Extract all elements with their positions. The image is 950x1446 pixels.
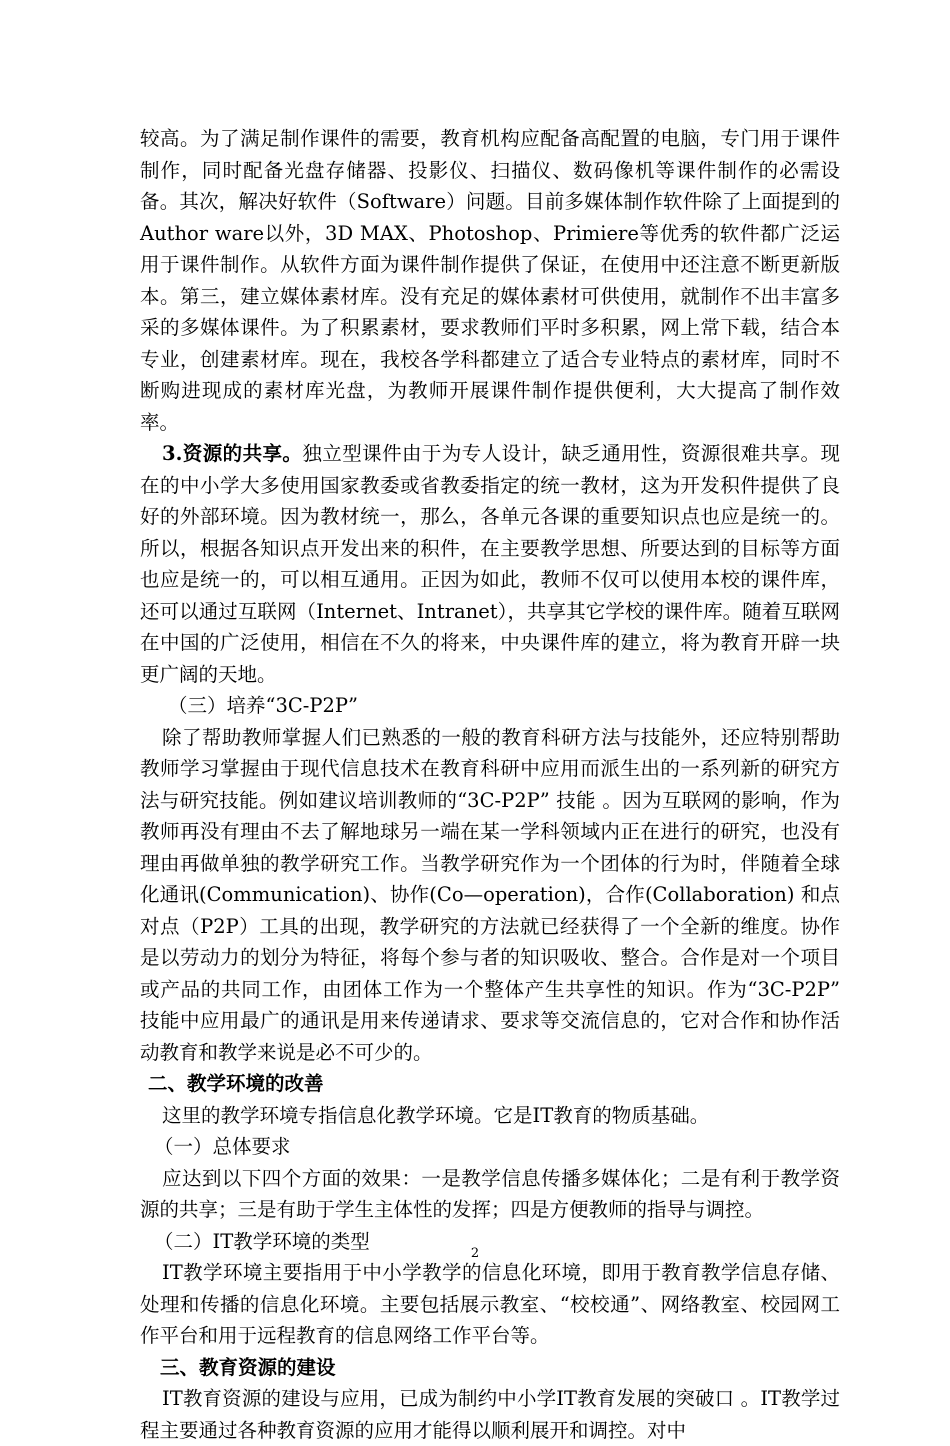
paragraph-resource-sharing <box>140 438 840 690</box>
paragraph-overall-requirements: 应达到以下四个方面的效果：一是教学信息传播多媒体化；二是有利于教学资源的共享；三是有助于学生主体性的发挥；四是方便教师的指导与调控。 <box>140 1166 840 1221</box>
paragraph-environment-intro: 这里的教学环境专指信息化教学环境。它是IT教育的物质基础。 <box>162 1103 710 1127</box>
paragraph-3c-p2p: 除了帮助教师掌握人们已熟悉的一般的教育科研方法与技能外，还应特别帮助教师学习掌握由于现代信息技术在教育科研中应用而派生出的一系列新的研究方法与研究技能。例如建议培训教师的“3C-P2P” 技能 。因为互联网的影响，作为教师再没有理由不去了解地球另一端在某一学科领域内正在进行的研究，也没有理由再做单独的教学研究工作。当教学研究作为一个团体的行为时，伴随着全球化通讯(Communication)、协作(Co—operation)，合作(Collaboration) 和点对点（P2P）工具的出现，教学研究的方法就已经获得了一个全新的维度。协作是以劳动力的划分为特征，将每个参与者的知识吸收、整合。合作是对一个项目或产品的共同工作，由团体工作为一个整体产生共享性的知识。作为“3C-P2P” 技能中应用最广的通讯是用来传递请求、要求等交流信息的，它对合作和协作活动教育和教学来说是必不可少的。 <box>140 725 840 1064</box>
paragraph-hardware-software: 较高。为了满足制作课件的需要，教育机构应配备高配置的电脑，专门用于课件制作，同时配备光盘存储器、投影仪、扫描仪、数码像机等课件制作的必需设备。其次，解决好软件（Software）问题。目前多媒体制作软件除了上面提到的Author ware以外，3D MAX、Photoshop、Primiere等优秀的软件都广泛运用于课件制作。从软件方面为课件制作提供了保证，在使用中还注意不断更新版本。第三，建立媒体素材库。没有充足的媒体素材可供使用，就制作不出丰富多采的多媒体课件。为了积累素材，要求教师们平时多积累，网上常下载，结合本专业，创建素材库。现在，我校各学科都建立了适合专业特点的素材库，同时不断购进现成的素材库光盘，为教师开展课件制作提供便利，大大提高了制作效率。 <box>140 127 840 434</box>
paragraph-environment-types: IT教学环境主要指用于中小学教学的信息化环境，即用于教育教学信息存储、处理和传播的信息化环境。主要包括展示教室、“校校通”、网络教室、校园网工作平台和用于远程教育的信息网络工作平台等。 <box>140 1261 840 1347</box>
page-number: 2 <box>470 1246 480 1261</box>
paragraph-resources: IT教育资源的建设与应用，已成为制约中小学IT教育发展的突破口 。IT教学过程主要通过各种教育资源的应用才能得以顺利展开和调控。对中 <box>140 1387 840 1442</box>
paragraph-body: 独立型课件由于为专人设计，缺乏通用性，资源很难共享。现在的中小学大多使用国家教委或省教委指定的统一教材，这为开发积件提供了良好的外部环境。因为教材统一，那么，各单元各课的重要知识点也应是统一的。所以，根据各知识点开发出来的积件，在主要教学思想、所要达到的目标等方面也应是统一的，可以相互通用。正因为如此，教师不仅可以使用本校的课件库，还可以通过互联网（Internet、Intranet），共享其它学校的课件库。随着互联网在中国的广泛使用，相信在不久的将来，中央课件库的建立，将为教育开辟一块更广阔的天地。 <box>140 442 840 686</box>
section-heading-overall-requirements: （一）总体要求 <box>154 1135 291 1158</box>
section-heading-environment: 二、教学环境的改善 <box>148 1072 324 1095</box>
paragraph-lead: 3.资源的共享。 <box>162 442 303 465</box>
section-heading-resources: 三、教育资源的建设 <box>160 1355 336 1379</box>
section-heading-environment-types: （二）IT教学环境的类型 <box>154 1229 370 1253</box>
section-heading-3c-p2p: （三）培养“3C-P2P” <box>168 694 359 717</box>
